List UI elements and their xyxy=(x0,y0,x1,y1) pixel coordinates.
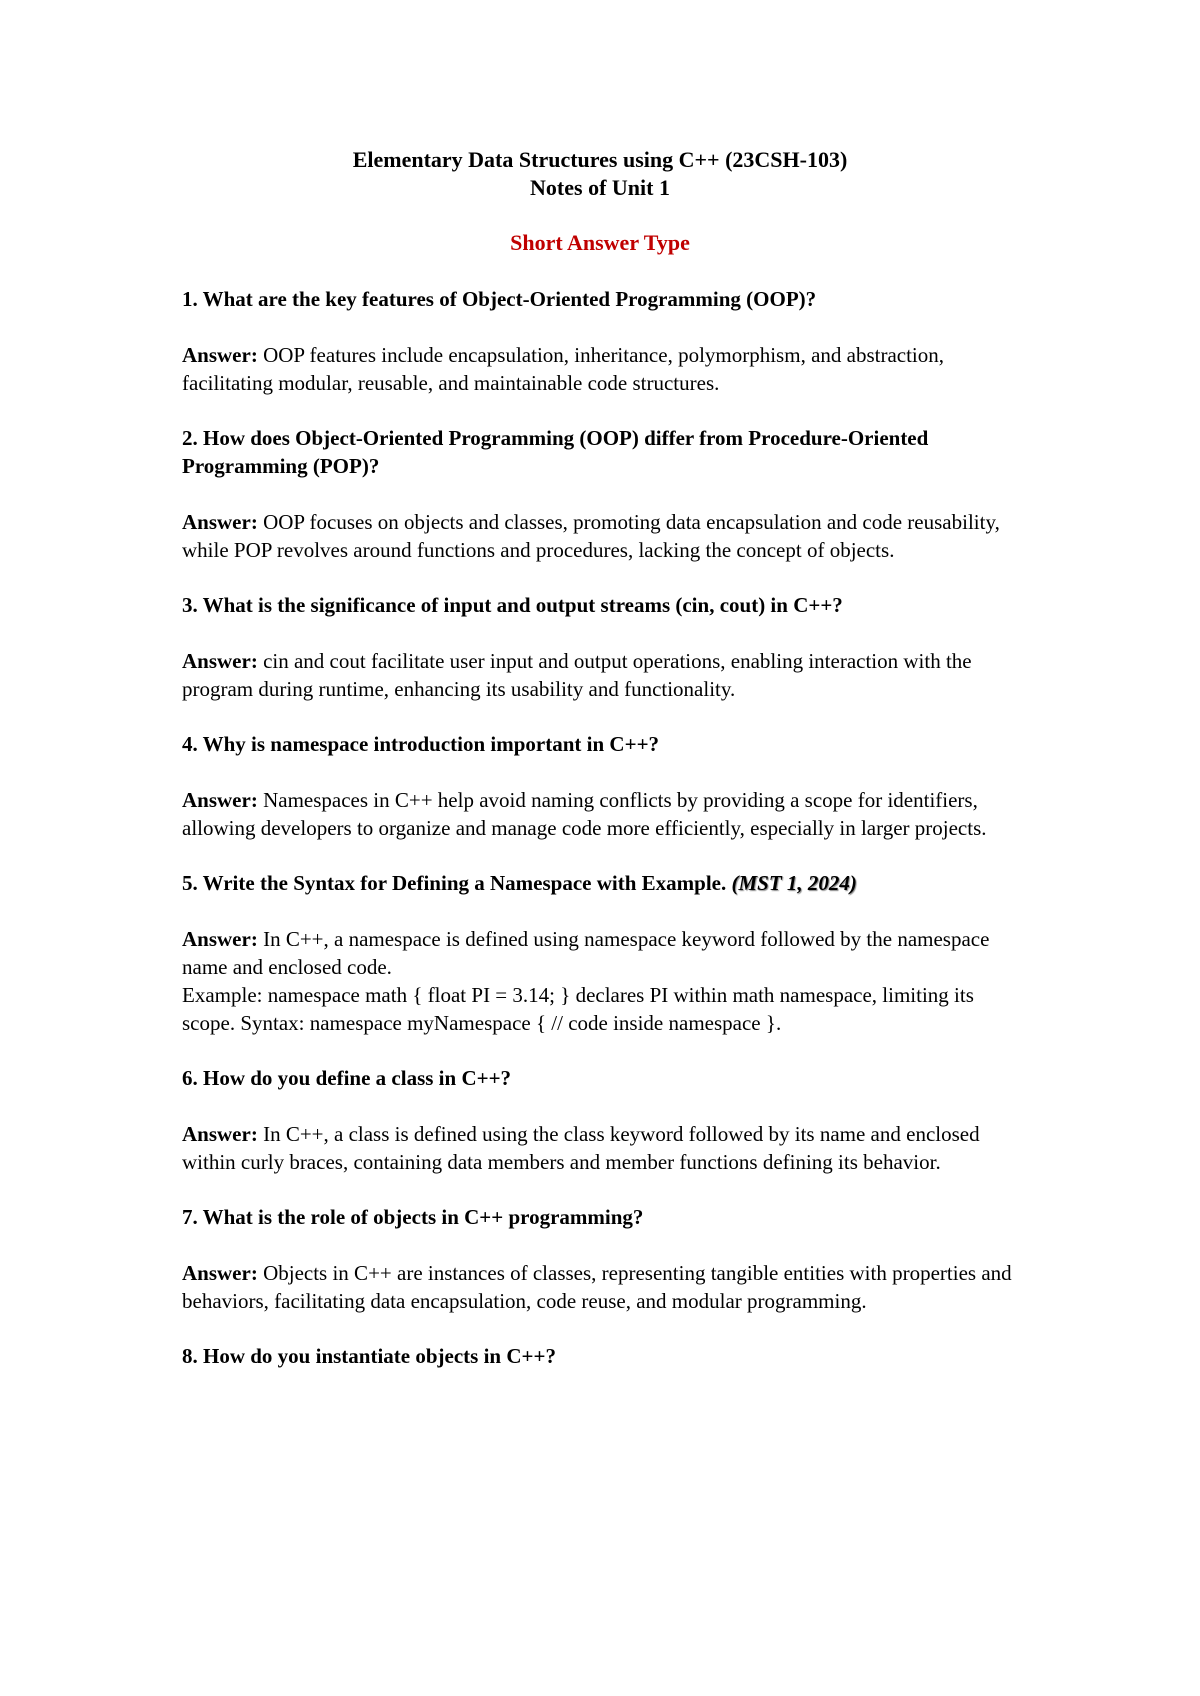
qa-list xyxy=(182,285,1032,1398)
answer-label: Answer: xyxy=(182,788,258,812)
qa-item-3 xyxy=(182,591,1032,703)
qa-item-5 xyxy=(182,869,1032,1037)
qa-item-8 xyxy=(182,1342,1032,1370)
question-2: 2. How does Object-Oriented Programming (OOP) differ from Procedure-Oriented Programming (POP)? xyxy=(182,426,929,478)
unit-subtitle: Notes of Unit 1 xyxy=(530,175,670,200)
answer-text: In C++, a class is defined using the class keyword followed by its name and enclosed within curly braces, containing data members and member functions defining its behavior. xyxy=(182,1122,980,1174)
section-title: Short Answer Type xyxy=(510,230,690,255)
question-5 xyxy=(182,869,1032,897)
answer-label: Answer: xyxy=(182,510,258,534)
qa-item-6 xyxy=(182,1064,1032,1176)
answer-1 xyxy=(182,341,1032,397)
answer-2 xyxy=(182,508,1032,564)
exam-tag: (MST 1, 2024) xyxy=(731,871,857,895)
qa-item-4 xyxy=(182,730,1032,842)
answer-label: Answer: xyxy=(182,649,258,673)
question-4: 4. Why is namespace introduction important in C++? xyxy=(182,732,660,756)
answer-3 xyxy=(182,647,1032,703)
answer-example: Example: namespace math { float PI = 3.14; } declares PI within math namespace, limiting its scope. Syntax: namespace myNamespace { // code inside namespace }. xyxy=(182,983,974,1035)
answer-5 xyxy=(182,925,1032,1037)
question-8: 8. How do you instantiate objects in C++? xyxy=(182,1344,556,1368)
answer-text: Namespaces in C++ help avoid naming conflicts by providing a scope for identifiers, allowing developers to organize and manage code more efficiently, especially in larger projects. xyxy=(182,788,987,840)
answer-4 xyxy=(182,786,1032,842)
question-3: 3. What is the significance of input and output streams (cin, cout) in C++? xyxy=(182,593,843,617)
answer-label: Answer: xyxy=(182,1261,258,1285)
qa-item-2 xyxy=(182,424,1032,564)
answer-text: In C++, a namespace is defined using namespace keyword followed by the namespace name and enclosed code. xyxy=(182,927,990,979)
course-title: Elementary Data Structures using C++ (23CSH-103) xyxy=(352,147,848,172)
question-1: 1. What are the key features of Object-Oriented Programming (OOP)? xyxy=(182,287,817,311)
answer-text: OOP features include encapsulation, inheritance, polymorphism, and abstraction, facilitating modular, reusable, and maintainable code structures. xyxy=(182,343,945,395)
question-7: 7. What is the role of objects in C++ programming? xyxy=(182,1205,644,1229)
answer-label: Answer: xyxy=(182,1122,258,1146)
answer-label: Answer: xyxy=(182,343,258,367)
document-header xyxy=(0,146,1200,202)
answer-7 xyxy=(182,1259,1032,1315)
answer-label: Answer: xyxy=(182,927,258,951)
qa-item-1 xyxy=(182,285,1032,397)
answer-text: cin and cout facilitate user input and output operations, enabling interaction with the program during runtime, enhancing its usability and functionality. xyxy=(182,649,972,701)
answer-text: Objects in C++ are instances of classes, representing tangible entities with properties and behaviors, facilitating data encapsulation, code reuse, and modular programming. xyxy=(182,1261,1012,1313)
question-6: 6. How do you define a class in C++? xyxy=(182,1066,512,1090)
answer-text: OOP focuses on objects and classes, promoting data encapsulation and code reusability, while POP revolves around functions and procedures, lacking the concept of objects. xyxy=(182,510,1000,562)
qa-item-7 xyxy=(182,1203,1032,1315)
answer-6 xyxy=(182,1120,1032,1176)
question-text: 5. Write the Syntax for Defining a Namespace with Example. xyxy=(182,871,727,895)
